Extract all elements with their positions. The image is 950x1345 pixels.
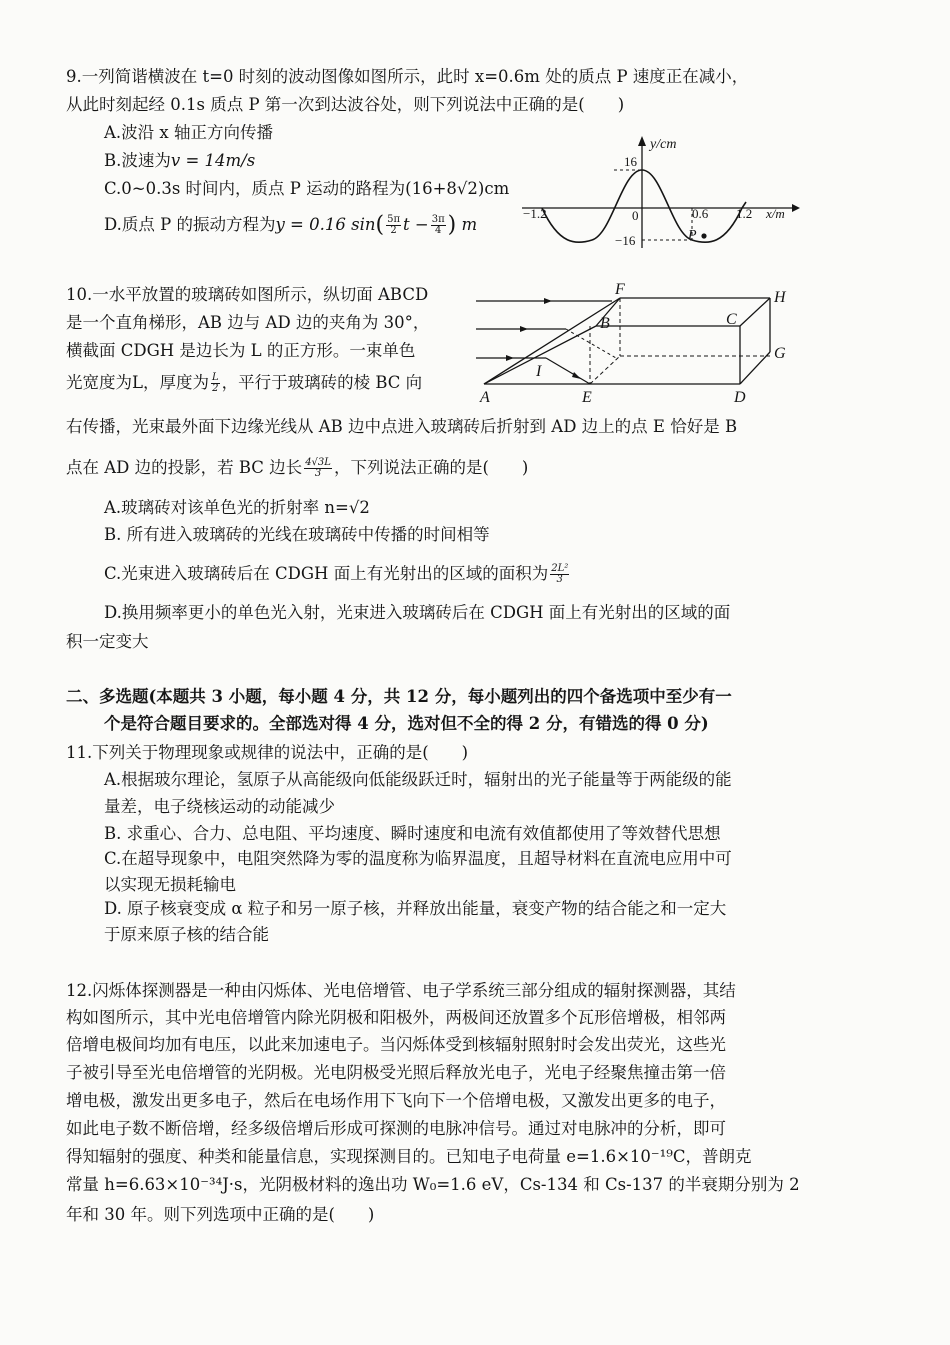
- q12-line1: 12.闪烁体探测器是一种由闪烁体、光电倍增管、电子学系统三部分组成的辐射探测器，其结: [66, 981, 736, 1000]
- q10-stem-line1: 10.一水平放置的玻璃砖如图所示，纵切面 ABCD: [66, 285, 429, 304]
- q9-option-a: A.波沿 x 轴正方向传播: [104, 123, 273, 142]
- label-12: 1.2: [736, 206, 753, 221]
- label-H: H: [774, 289, 786, 306]
- edge-af: [484, 298, 620, 384]
- label-I: I: [536, 363, 542, 380]
- q10-stem-line2: 是一个直角梯形，AB 边与 AD 边的夹角为 30°，: [66, 313, 430, 332]
- q10-option-d-line2: 积一定变大: [66, 632, 149, 651]
- edge-dg: [740, 352, 770, 384]
- y-axis-arrow: [638, 136, 646, 146]
- q12-line7: 得知辐射的强度、种类和能量信息，实现探测目的。已知电子电荷量 e=1.6×10⁻¹⁹C，普朗克: [66, 1147, 752, 1166]
- q10-frac-thickness: $\frac{L}{2}$: [211, 372, 219, 394]
- q9-option-d-mid: t −: [403, 215, 429, 234]
- label-G: G: [774, 345, 786, 362]
- label-A: A: [480, 389, 490, 406]
- q9-wave-graph: [520, 130, 800, 260]
- label-C: C: [726, 311, 737, 328]
- q9-option-d: D.质点 P 的振动方程为y = 0.16 sin( $\frac{5\pi}{2}$ t − $\frac{3\pi}{4}$ ) m: [104, 212, 478, 238]
- q10-glass-figure: [470, 278, 800, 408]
- label-0: 0: [632, 208, 639, 223]
- q11-option-a-line2: 量差，电子绕核运动的动能减少: [104, 797, 335, 816]
- refracted-ray: [546, 358, 590, 384]
- q12-line2: 构如图所示，其中光电倍增管内除光阴极和阳极外，两极间还放置多个瓦形倍增极，相邻两: [66, 1008, 726, 1027]
- label-E: E: [582, 389, 592, 406]
- q10-stem-line4: 光宽度为L，厚度为 $\frac{L}{2}$ ，平行于玻璃砖的棱 BC 向: [66, 372, 423, 394]
- q12-line6: 如此电子数不断倍增，经多级倍增后形成可探测的电脉冲信号。通过对电脉冲的分析，即可: [66, 1119, 726, 1138]
- q9-option-b-formula: v = 14m/s: [170, 151, 256, 170]
- q9-stem-line1: 9.一列简谐横波在 t=0 时刻的波动图像如图所示，此时 x=0.6m 处的质点 P 速度正在减小，: [66, 67, 749, 86]
- q9-option-d-unit: m: [461, 215, 478, 234]
- q11-option-d-line1: D. 原子核衰变成 α 粒子和另一原子核，并释放出能量，衰变产物的结合能之和一定大: [104, 899, 727, 918]
- label-ylabel: y/cm: [650, 137, 677, 152]
- q12-line3: 倍增电极间均加有电压，以此来加速电子。当闪烁体受到核辐射照射时会发出荧光，这些光: [66, 1035, 726, 1054]
- edge-ch: [740, 298, 770, 326]
- q10-frac-area: $\frac{\text{2L²}}{3}$: [551, 563, 569, 585]
- q9-frac-2: $\frac{3\pi}{4}$: [431, 214, 445, 236]
- q11-option-c-line2: 以实现无损耗输电: [104, 875, 236, 894]
- q12-line4: 子被引导至光电倍增管的光阴极。光电阴极受光照后释放光电子，光电子经聚焦撞击第一倍: [66, 1063, 726, 1082]
- section2-header-line1: 二、多选题(本题共 3 小题，每小题 4 分，共 12 分，每小题列出的四个备选项中至少有一: [66, 687, 732, 706]
- label-16: 16: [624, 154, 637, 169]
- q10-stem-line6: 点在 AD 边的投影，若 BC 边长 $\frac{4√3L}{3}$ ，下列说法正确的是( ): [66, 457, 529, 479]
- q11-option-c-line1: C.在超导现象中，电阻突然降为零的温度称为临界温度，且超导材料在直流电应用中可: [104, 849, 732, 868]
- q9-option-b-prefix: B.波速为: [104, 151, 171, 170]
- q10-stem-line3: 横截面 CDGH 是边长为 L 的正方形。一束单色: [66, 341, 416, 360]
- point-p: [701, 233, 706, 238]
- q10-option-a: A.玻璃砖对该单色光的折射率 n=√2: [104, 498, 370, 517]
- label-neg16: −16: [615, 233, 636, 248]
- label-B: B: [600, 315, 610, 332]
- q11-option-a-line1: A.根据玻尔理论，氢原子从高能级向低能级跃迁时，辐射出的光子能量等于两能级的能: [104, 770, 732, 789]
- label-F: F: [615, 281, 625, 298]
- q10-frac-bc: $\frac{4√3L}{3}$: [305, 457, 331, 479]
- q10-option-c: C.光束进入玻璃砖后在 CDGH 面上有光射出的区域的面积为 $\frac{\text{2L²}}{3}$: [104, 563, 569, 585]
- q9-option-d-prefix: D.质点 P 的振动方程为: [104, 215, 276, 234]
- label-p: P: [688, 228, 697, 243]
- q9-stem-line2: 从此时刻起经 0.1s 质点 P 第一次到达波谷处，则下列说法中正确的是( ): [66, 95, 625, 114]
- q10-option-b: B. 所有进入玻璃砖的光线在玻璃砖中传播的时间相等: [104, 525, 490, 544]
- label-06: 0.6: [692, 206, 709, 221]
- q11-stem: 11.下列关于物理现象或规律的说法中，正确的是( ): [66, 743, 469, 762]
- label-xlabel: x/m: [766, 206, 785, 221]
- q12-line5: 增电极，激发出更多电子，然后在电场作用下飞向下一个倍增电极，又激发出更多的电子，: [66, 1091, 726, 1110]
- q9-option-c: C.0~0.3s 时间内，质点 P 运动的路程为(16+8√2)cm: [104, 179, 510, 198]
- q12-line9: 年和 30 年。则下列选项中正确的是( ): [66, 1205, 375, 1224]
- q9-frac-1: $\frac{5\pi}{2}$: [387, 214, 401, 236]
- q11-option-d-line2: 于原来原子核的结合能: [104, 925, 269, 944]
- q9-option-b: [104, 150, 255, 172]
- q10-option-d-line1: D.换用频率更小的单色光入射，光束进入玻璃砖后在 CDGH 面上有光射出的区域的面: [104, 603, 731, 622]
- wave-curve: [542, 170, 746, 242]
- q9-option-d-formula-a: y = 0.16 sin: [275, 215, 376, 234]
- label-D: D: [734, 389, 746, 406]
- section2-header-line2: 个是符合题目要求的。全部选对得 4 分，选对但不全的得 2 分，有错选的得 0 分): [104, 714, 709, 733]
- label-neg12: −1.2: [523, 206, 547, 221]
- q10-stem-line5: 右传播，光束最外面下边缘光线从 AB 边中点进入玻璃砖后折射到 AD 边上的点 E 恰好是 B: [66, 417, 738, 436]
- q11-option-b: B. 求重心、合力、总电阻、平均速度、瞬时速度和电流有效值都使用了等效替代思想: [104, 824, 721, 843]
- x-axis-arrow: [792, 204, 800, 212]
- q12-line8: 常量 h=6.63×10⁻³⁴J·s，光阴极材料的逸出功 W₀=1.6 eV，Cs-134 和 Cs-137 的半衰期分别为 2: [66, 1175, 800, 1194]
